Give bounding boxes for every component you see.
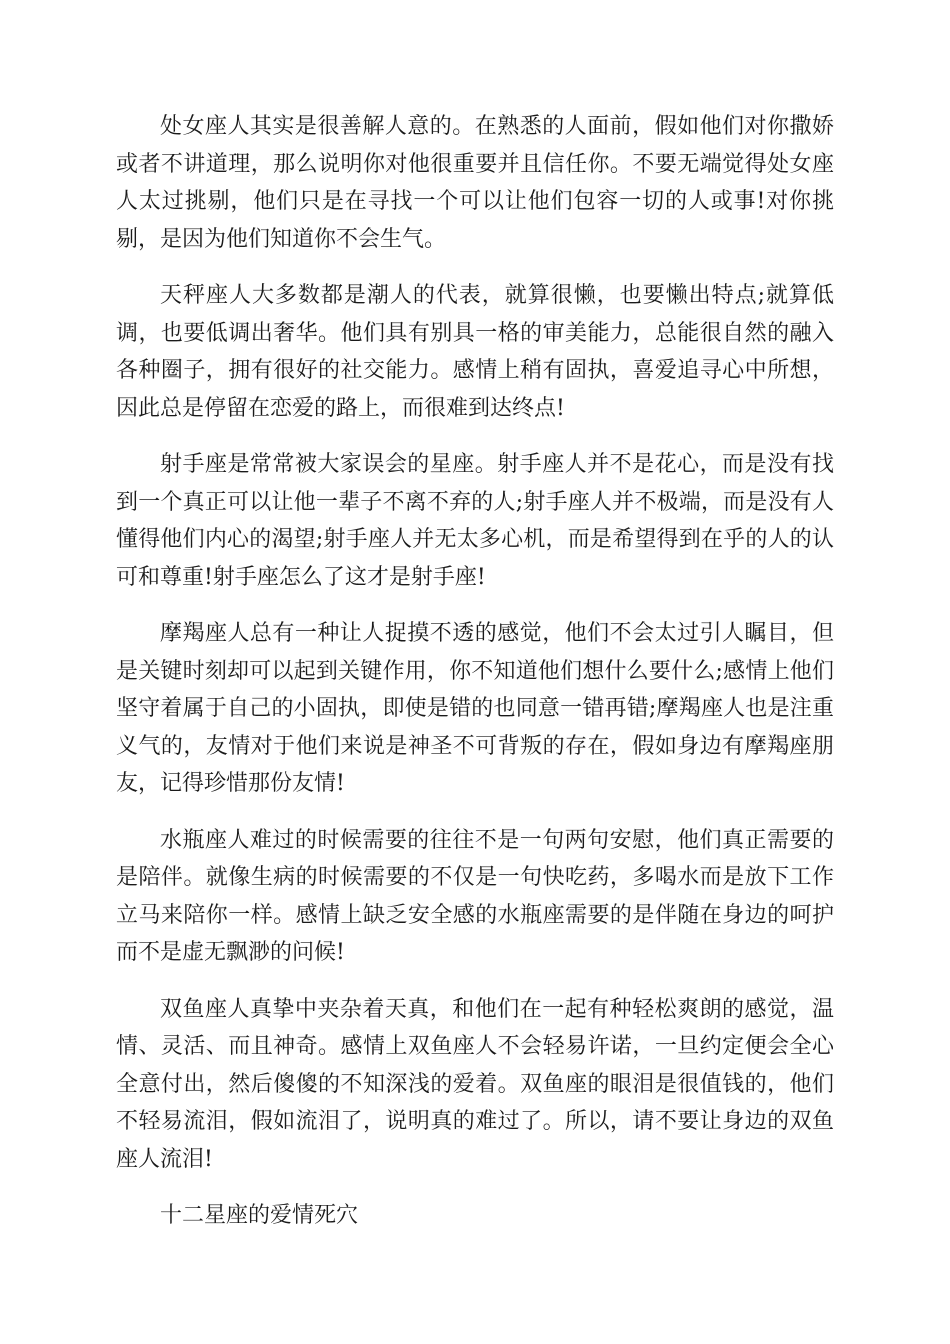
paragraph-pisces: 双鱼座人真挚中夹杂着天真，和他们在一起有种轻松爽朗的感觉，温情、灵活、而且神奇。感情上双鱼座人不会轻易许诺，一旦约定便会全心全意付出，然后傻傻的不知深浅的爱着。双鱼座的眼泪是很值钱的，他们不轻易流泪，假如流泪了，说明真的难过了。所以，请不要让身边的双鱼座人流泪! [116, 996, 834, 1172]
paragraph-libra: 天秤座人大多数都是潮人的代表，就算很懒，也要懒出特点;就算低调，也要低调出奢华。他们具有别具一格的审美能力，总能很自然的融入各种圈子，拥有很好的社交能力。感情上稍有固执，喜爱追寻心中所想，因此总是停留在恋爱的路上，而很难到达终点! [116, 283, 834, 421]
paragraph-capricorn: 摩羯座人总有一种让人捉摸不透的感觉，他们不会太过引人瞩目，但是关键时刻却可以起到关键作用，你不知道他们想什么要什么;感情上他们坚守着属于自己的小固执，即使是错的也同意一错再错;摩羯座人也是注重义气的，友情对于他们来说是神圣不可背叛的存在，假如身边有摩羯座朋友，记得珍惜那份友情! [116, 621, 834, 796]
section-heading: 十二星座的爱情死穴 [160, 1203, 359, 1228]
document-body [116, 108, 834, 1235]
paragraph-sagittarius: 射手座是常常被大家误会的星座。射手座人并不是花心，而是没有找到一个真正可以让他一辈子不离不弃的人;射手座人并不极端，而是没有人懂得他们内心的渴望;射手座人并无太多心机，而是希望得到在乎的人的认可和尊重!射手座怎么了这才是射手座! [116, 452, 834, 590]
paragraph-virgo: 处女座人其实是很善解人意的。在熟悉的人面前，假如他们对你撒娇或者不讲道理，那么说明你对他很重要并且信任你。不要无端觉得处女座人太过挑剔，他们只是在寻找一个可以让他们包容一切的人或事!对你挑剔，是因为他们知道你不会生气。 [116, 114, 834, 252]
paragraph-aquarius: 水瓶座人难过的时候需要的往往不是一句两句安慰，他们真正需要的是陪伴。就像生病的时候需要的不仅是一句快吃药，多喝水而是放下工作立马来陪你一样。感情上缺乏安全感的水瓶座需要的是伴随在身边的呵护而不是虚无飘渺的问候! [116, 827, 834, 965]
